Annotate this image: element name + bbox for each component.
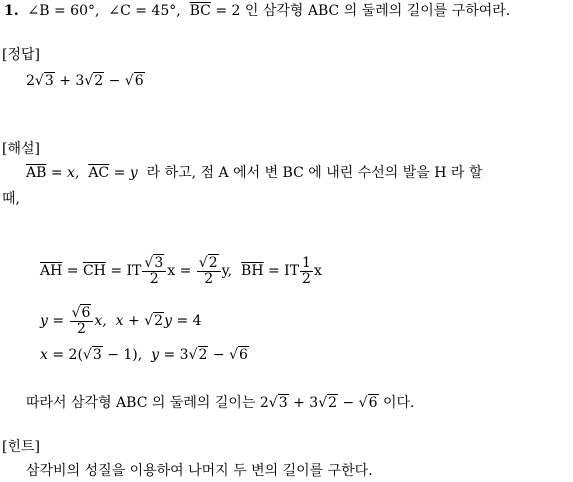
explanation-intro-cont: 때, (2, 191, 20, 207)
equals: = 2( (52, 347, 83, 363)
equals-it: = IT (110, 263, 142, 279)
x-equals: x = (167, 263, 192, 279)
condition-angle-c: ∠C = 45°, (108, 3, 181, 19)
radicand: 3 (154, 254, 164, 271)
segment-ab: $\overline{AB}$ (26, 165, 47, 181)
equals-it: = IT (267, 263, 300, 279)
answer-coef-1: 2 (26, 73, 35, 89)
problem-text: 인 삼각형 ABC 의 둘레의 길이를 구하여라. (244, 3, 511, 19)
plus: + (128, 313, 140, 329)
equals: = (113, 165, 130, 181)
explanation-intro (26, 164, 482, 182)
minus: − (342, 395, 355, 411)
sqrt-3: √3 (268, 395, 288, 411)
var-x: x, (94, 313, 107, 329)
equation-1 (40, 252, 322, 290)
y-comma: y, (221, 263, 233, 279)
sqrt-6: √6 (229, 347, 248, 363)
segment-ch: $\overline{CH}$ (82, 263, 106, 279)
x: x (313, 263, 322, 279)
equals-4: = 4 (176, 313, 202, 329)
answer-minus: − (108, 73, 121, 89)
var-x: x (67, 165, 75, 181)
segment-ah: $\overline{AH}$ (40, 263, 63, 279)
var-x: x (40, 347, 48, 363)
comma: , (74, 165, 80, 181)
sqrt-6: √6 (124, 73, 144, 89)
var-y: y (129, 165, 138, 181)
radicand-6: 6 (134, 73, 144, 89)
problem-number: 1. (4, 3, 19, 19)
denominator: 2 (204, 270, 214, 287)
plus-three: + 3 (293, 395, 319, 411)
equation-2 (40, 302, 202, 340)
equals: = (52, 313, 65, 329)
sqrt-2: √2 (318, 395, 338, 411)
sqrt-2: √2 (144, 313, 164, 329)
equation-3 (40, 346, 249, 364)
sqrt-2: √2 (84, 73, 104, 89)
conclusion-end: 이다. (382, 395, 415, 411)
condition-bc-value: = 2 (215, 3, 241, 19)
explanation-label: [해설] (2, 141, 40, 157)
sqrt-3: √3 (34, 73, 54, 89)
equals: = 3 (163, 347, 189, 363)
radicand-2: 2 (94, 73, 104, 89)
equals: = (50, 165, 68, 181)
condition-angle-b: ∠B = 60°, (27, 3, 100, 19)
segment-bc: $\overline{BC}$ (189, 3, 211, 19)
fraction-sqrt3-over-2: $\frac{√3}{2}$ (142, 256, 166, 287)
minus: − (212, 347, 225, 363)
fraction-1-over-2: $\frac{1}{2}$ (302, 254, 311, 287)
conclusion-text: 따라서 삼각형 ABC 의 둘레의 길이는 2 (26, 395, 269, 411)
sqrt-2: √2 (188, 347, 208, 363)
fraction-sqrt2-over-2: $\frac{√2}{2}$ (197, 256, 221, 287)
conclusion (26, 394, 414, 412)
answer-coef-2: + 3 (59, 73, 85, 89)
hint-text: 삼각비의 성질을 이용하여 나머지 두 변의 길이를 구한다. (26, 463, 373, 479)
var-y: y (40, 313, 48, 329)
equals: = (66, 263, 79, 279)
var-x: x (115, 313, 124, 329)
fraction-sqrt6-over-2: $\frac{√6}{2}$ (70, 306, 94, 337)
intro-text: 라 하고, 점 A 에서 변 BC 에 내린 수선의 발을 H 라 할 (146, 165, 483, 181)
var-y: y (164, 313, 172, 329)
problem-statement (4, 2, 510, 20)
radicand-3: 3 (44, 73, 54, 89)
segment-bh: $\overline{BH}$ (241, 263, 264, 279)
hint-label: [힌트] (2, 439, 40, 455)
answer-expression (26, 72, 145, 90)
answer-label: [정답] (2, 47, 40, 63)
denominator: 2 (149, 270, 159, 287)
sqrt-3: √3 (82, 347, 102, 363)
radicand: 2 (208, 254, 218, 271)
minus-one: − 1), (107, 347, 143, 363)
sqrt-6: √6 (358, 395, 378, 411)
segment-ac: $\overline{AC}$ (88, 165, 110, 181)
var-y: y (151, 347, 160, 363)
